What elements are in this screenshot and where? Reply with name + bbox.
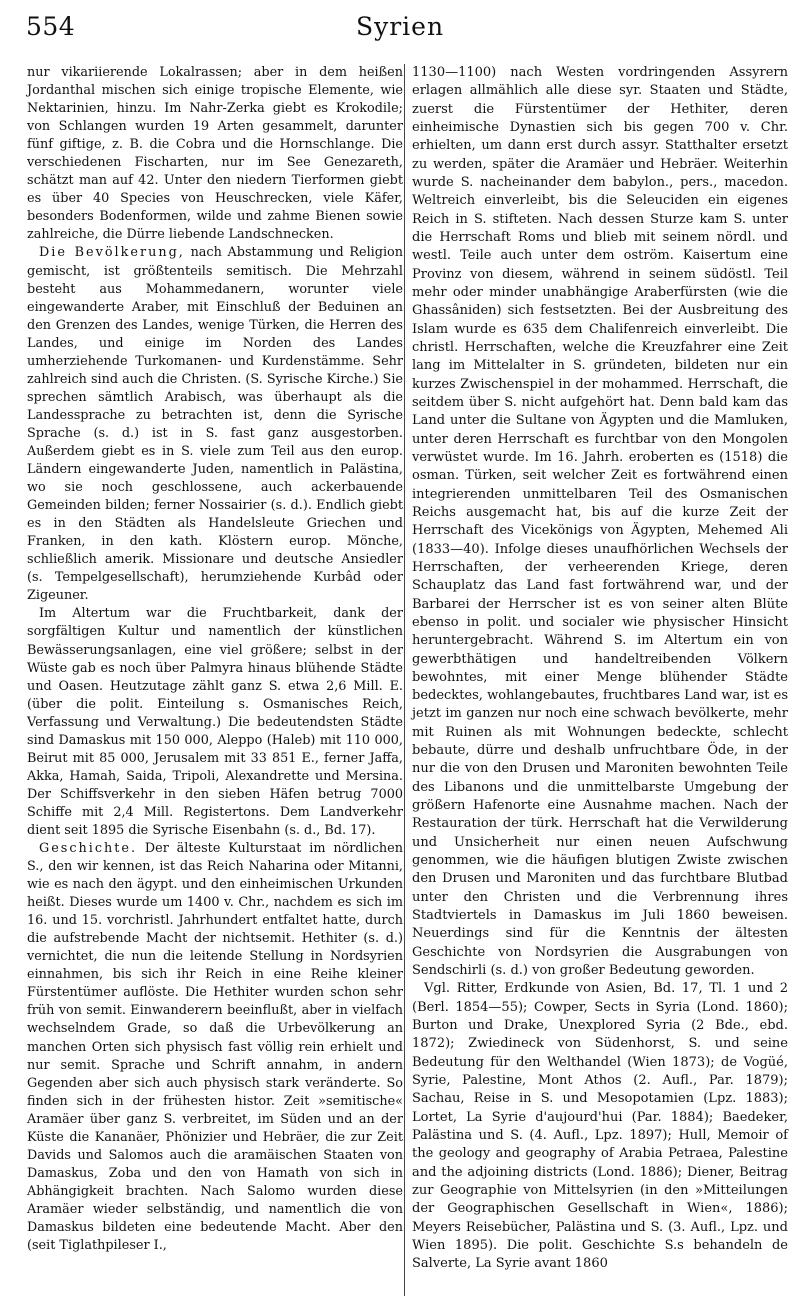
paragraph-bevoelkerung-text: nach Abstammung und Religion gemischt, ist größtenteils semitisch. Die Mehrzahl besteht aus Mohammedanern, worunter viele eingewanderte Araber, mit Einschluß der Beduinen an den Grenzen des Landes, wenige Türken, die Herren des Landes, und einige im Norden des Landes umherziehende Turkomanen- und Kurdenstämme. Sehr zahlreich sind auch die Christen. (S. Syrische Kirche.) Sie sprechen sämtlich Arabisch, was überhaupt als die Landessprache zu betrachten ist, denn die Syrische Sprache (s. d.) ist in S. fast ganz ausgestorben. Außerdem giebt es in S. viele zum Teil aus den europ. Ländern eingewanderte Juden, namentlich in Palästina, wo sie noch geschlossene, auch ackerbauende Gemeinden bilden; ferner Nossairier (s. d.). Endlich giebt es in den Städten als Handelsleute Griechen und Franken, in den kath. Klöstern europ. Mönche, schließlich amerik. Missionare und deutsche Ansiedler (s. Tempelgesellschaft), herumziehende Kurbâd oder Zigeuner. xyxy=(27,245,404,604)
paragraph-fauna: nur vikariierende Lokalrassen; aber in dem heißen Jordanthal mischen sich einige tropische Elemente, wie Nektarinien, hinzu. Im Nahr-Zerka giebt es Krokodile; von Schlangen wurden 19 Arten gesammelt, darunter fünf giftige, z. B. die Cobra und die Hornschlange. Die verschiedenen Fischarten, nur im See Genezareth, schätzt man auf 42. Unter den niedern Tierformen giebt es über 40 Species von Heuschrecken, viele Käfer, besonders Bodenformen, wilde und zahme Bienen sowie zahlreiche, die Dürre liebende Landschnecken. xyxy=(27,65,403,243)
paragraph-altertum: Im Altertum war die Fruchtbarkeit, dank der sorgfältigen Kultur und namentlich der künstlichen Bewässerungsanlagen, eine viel größere; selbst in der Wüste gab es noch über Palmyra hinaus blühende Städte und Oasen. Heutzutage zählt ganz S. etwa 2,6 Mill. E. (über die polit. Einteilung s. Osmanisches Reich, Verfassung und Verwaltung.) Die bedeutendsten Städte sind Damaskus mit 150 000, Aleppo (Haleb) mit 110 000, Beirut mit 85 000, Jerusalem mit 33 851 E., ferner Jaffa, Akka, Hamah, Saida, Tripoli, Alexandrette und Mersina. Der Schiffsverkehr in den sieben Häfen betrug 7000 Schiffe mit 2,4 Mill. Registertons. Dem Landverkehr dient seit 1895 die Syrische Eisenbahn (s. d., Bd. 17). xyxy=(27,606,403,838)
column-divider xyxy=(404,64,405,1296)
paragraph-geschichte xyxy=(27,840,403,1255)
right-column xyxy=(412,64,788,1274)
paragraph-bevoelkerung xyxy=(27,244,403,605)
paragraph-history-continued: 1130—1100) nach Westen vordringenden Assyrern erlagen allmählich alle diese syr. Staaten und Städte, zuerst die Fürstentümer der Hethiter, deren einheimische Dynastien sich bis gegen 700 v. Chr. erhielten, um dann erst durch assyr. Statthalter ersetzt zu werden, später die Aramäer und Hebräer. Weiterhin wurde S. nacheinander dem babylon., pers., macedon. Weltreich einverleibt, bis die Seleuciden ein eigenes Reich in S. stifteten. Nach dessen Sturze kam S. unter die Herrschaft Roms und blieb mit seinem nördl. und westl. Teile auch unter dem oström. Kaisertum eine Provinz von diesem, während in seinem südöstl. Teil mehr oder minder unabhängige Araberfürsten (wie die Ghassâniden) sich festsetzten. Bei der Ausbreitung des Islam wurde es 635 dem Chalifenreich einverleibt. Die christl. Herrschaften, welche die Kreuzfahrer eine Zeit lang im Mittelalter in S. gründeten, bildeten nur ein kurzes Zwischenspiel in der mohammed. Herrschaft, die seitdem über S. nicht aufgehört hat. Denn bald kam das Land unter die Sultane von Ägypten und die Mamluken, unter deren Herrschaft es furchtbar von den Mongolen verwüstet wurde. Im 16. Jahrh. eroberten es (1518) die osman. Türken, seit welcher Zeit es fortwährend einen integrierenden unmittelbaren Teil des Osmanischen Reichs ausgemacht hat, bis auf die kurze Zeit der Herrschaft des Vicekönigs von Ägypten, Mehemed Ali (1833—40). Infolge dieses unaufhörlichen Wechsels der Herrschaften, der verheerenden Kriege, deren Schauplatz das Land fast fortwährend war, und der Barbarei der Herrscher ist es von seiner alten Blüte ebenso in polit. und socialer wie physischer Hinsicht heruntergebracht. Während S. im Altertum ein von gewerbthätigen und handeltreibenden Völkern bewohntes, mit einer Menge blühender Städte bedecktes, wohlangebautes, fruchtbares Land war, ist es jetzt im ganzen nur noch eine schwach bevölkerte, mehr mit Ruinen als mit Wohnungen bedeckte, schlecht bebaute, dürre und deshalb unfruchtbare Öde, in der nur die von den Drusen und Maroniten bewohnten Teile des Libanons und die unmittelbarste Umgebung der größern Hafenorte eine Ausnahme machen. Nach der Restauration der türk. Herrschaft hat die Verwilderung und Unsicherheit nur einen neuen Aufschwung genommen, wie die häufigen blutigen Zwiste zwischen den Drusen und Maroniten und das furchtbare Blutbad unter den Christen und die Verbrennung ihres Stadtviertels in Damaskus im Juli 1860 beweisen. Neuerdings sind für die Kenntnis der ältesten Geschichte von Nordsyrien die Ausgrabungen von Sendschirli (s. d.) von großer Bedeutung geworden. xyxy=(412,65,788,979)
page-number: 554 xyxy=(26,12,76,41)
section-label-bevoelkerung: Die Bevölkerung, xyxy=(39,245,185,261)
page-header xyxy=(0,0,800,48)
left-column xyxy=(27,64,403,1255)
section-label-geschichte: Geschichte. xyxy=(39,841,138,857)
running-head: Syrien xyxy=(355,12,445,41)
bibliography: Vgl. Ritter, Erdkunde von Asien, Bd. 17, Tl. 1 und 2 (Berl. 1854—55); Cowper, Sects in Syria (Lond. 1860); Burton und Drake, Unexplored Syria (2 Bde., ebd. 1872); Zwiedineck von Südenhorst, S. und seine Bedeutung für den Welthandel (Wien 1873); de Vogüé, Syrie, Palestine, Mont Athos (2. Aufl., Par. 1879); Sachau, Reise in S. und Mesopotamien (Lpz. 1883); Lortet, La Syrie d'aujourd'hui (Par. 1884); Baedeker, Palästina und S. (4. Aufl., Lpz. 1897); Hull, Memoir of the geology and geography of Arabia Petraea, Palestine and the adjoining districts (Lond. 1886); Diener, Beitrag zur Geographie von Mittelsyrien (in den »Mitteilungen der Geographischen Gesellschaft in Wien«, 1886); Meyers Reisebücher, Palästina und S. (3. Aufl., Lpz. und Wien 1895). Die polit. Geschichte S.s behandeln de Salverte, La Syrie avant 1860 xyxy=(412,981,788,1272)
paragraph-geschichte-text: Der älteste Kulturstaat im nördlichen S., den wir kennen, ist das Reich Naharina oder Mitanni, wie es nach den ägypt. und den einheimischen Urkunden heißt. Dieses wurde um 1400 v. Chr., nachdem es sich im 16. und 15. vorchristl. Jahrhundert entfaltet hatte, durch die aufstrebende Macht der nichtsemit. Hethiter (s. d.) vernichtet, die nun die leitende Stellung in Nordsyrien einnahmen, bis sich ihr Reich in eine Reihe kleiner Fürstentümer auflöste. Die Hethiter wurden schon sehr früh von semit. Einwanderern beeinflußt, aber in vielfach wechselndem Grade, so daß die Urbevölkerung an manchen Orten sich physisch fast völlig rein erhielt und nur semit. Sprache und Schrift annahm, in andern Gegenden aber sich auch physisch stark veränderte. So finden sich in der frühesten histor. Zeit »semitische« Aramäer über ganz S. verbreitet, im Süden und an der Küste die Kananäer, Phönizier und Hebräer, die zur Zeit Davids und Salomos auch die aramäischen Staaten von Damaskus, Zoba und den von Hamath von sich in Abhängigkeit brachten. Nach Salomo wurden diese Aramäer wieder selbständig, und namentlich die von Damaskus bildeten eine bedeutende Macht. Aber den (seit Tiglathpileser I., xyxy=(27,841,403,1254)
